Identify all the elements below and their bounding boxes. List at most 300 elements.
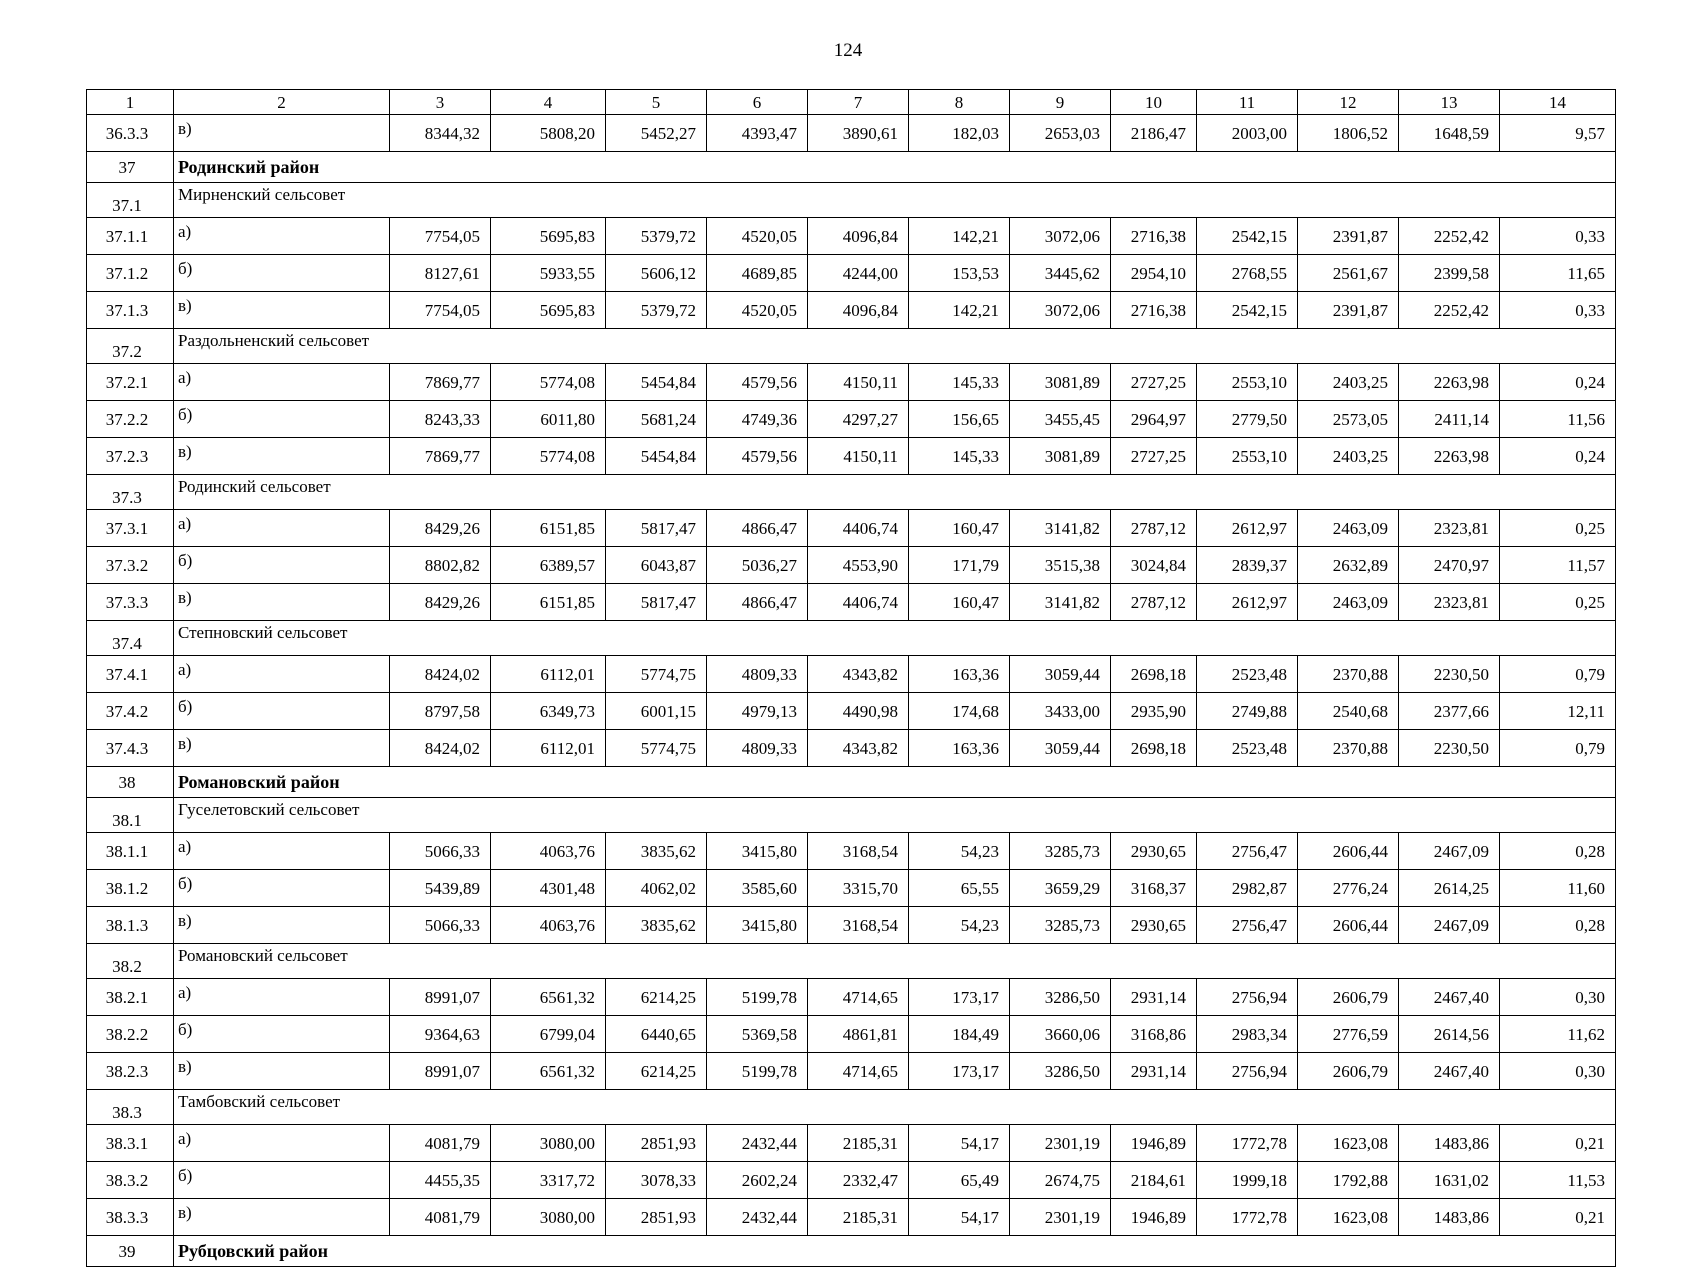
value-cell: 163,36 (909, 730, 1010, 767)
value-cell: 182,03 (909, 115, 1010, 152)
value-cell: 2768,55 (1197, 255, 1298, 292)
value-cell: 2756,94 (1197, 1053, 1298, 1090)
variant-cell: в) (174, 584, 390, 621)
value-cell: 3059,44 (1010, 730, 1111, 767)
value-cell: 2749,88 (1197, 693, 1298, 730)
value-cell: 2263,98 (1399, 438, 1500, 475)
value-cell: 4150,11 (808, 364, 909, 401)
value-cell: 2561,67 (1298, 255, 1399, 292)
value-cell: 8991,07 (390, 979, 491, 1016)
value-cell: 0,25 (1500, 510, 1616, 547)
value-cell: 1623,08 (1298, 1125, 1399, 1162)
table-row (87, 833, 1616, 870)
value-cell: 5379,72 (606, 218, 707, 255)
row-number-cell: 37.2.3 (87, 438, 174, 475)
value-cell: 2614,25 (1399, 870, 1500, 907)
table-row (87, 292, 1616, 329)
value-cell: 3168,54 (808, 833, 909, 870)
value-cell: 6440,65 (606, 1016, 707, 1053)
value-cell: 2432,44 (707, 1199, 808, 1236)
value-cell: 1792,88 (1298, 1162, 1399, 1199)
value-cell: 1806,52 (1298, 115, 1399, 152)
value-cell: 3455,45 (1010, 401, 1111, 438)
value-cell: 4689,85 (707, 255, 808, 292)
section-number-cell: 38 (87, 767, 174, 798)
column-number-cell: 13 (1399, 90, 1500, 115)
value-cell: 2553,10 (1197, 438, 1298, 475)
value-cell: 2263,98 (1399, 364, 1500, 401)
table-row (87, 401, 1616, 438)
value-cell: 2931,14 (1111, 1053, 1197, 1090)
value-cell: 1999,18 (1197, 1162, 1298, 1199)
value-cell: 4714,65 (808, 979, 909, 1016)
value-cell: 2391,87 (1298, 292, 1399, 329)
value-cell: 3141,82 (1010, 584, 1111, 621)
value-cell: 1483,86 (1399, 1125, 1500, 1162)
value-cell: 2230,50 (1399, 730, 1500, 767)
value-cell: 3835,62 (606, 907, 707, 944)
value-cell: 2523,48 (1197, 656, 1298, 693)
value-cell: 2463,09 (1298, 584, 1399, 621)
value-cell: 2756,94 (1197, 979, 1298, 1016)
table-row (87, 907, 1616, 944)
column-number-cell: 4 (491, 90, 606, 115)
value-cell: 142,21 (909, 292, 1010, 329)
row-number-cell: 37.1.1 (87, 218, 174, 255)
value-cell: 0,28 (1500, 833, 1616, 870)
value-cell: 2185,31 (808, 1199, 909, 1236)
row-number-cell: 38.3.3 (87, 1199, 174, 1236)
value-cell: 5066,33 (390, 907, 491, 944)
row-number-cell: 37.2.1 (87, 364, 174, 401)
value-cell: 3285,73 (1010, 833, 1111, 870)
value-cell: 6561,32 (491, 1053, 606, 1090)
value-cell: 4081,79 (390, 1125, 491, 1162)
value-cell: 8127,61 (390, 255, 491, 292)
value-cell: 156,65 (909, 401, 1010, 438)
value-cell: 3080,00 (491, 1199, 606, 1236)
value-cell: 4150,11 (808, 438, 909, 475)
value-cell: 2698,18 (1111, 730, 1197, 767)
row-number-cell: 37.1.3 (87, 292, 174, 329)
district-title-cell: Рубцовский район (174, 1236, 1616, 1267)
row-number-cell: 36.3.3 (87, 115, 174, 152)
value-cell: 0,79 (1500, 656, 1616, 693)
value-cell: 5695,83 (491, 292, 606, 329)
value-cell: 6112,01 (491, 730, 606, 767)
value-cell: 5199,78 (707, 979, 808, 1016)
value-cell: 4866,47 (707, 584, 808, 621)
variant-cell: а) (174, 833, 390, 870)
section-number-cell: 38.3 (87, 1090, 174, 1125)
row-number-cell: 37.4.2 (87, 693, 174, 730)
row-number-cell: 37.4.1 (87, 656, 174, 693)
value-cell: 3168,37 (1111, 870, 1197, 907)
council-title-cell: Гуселетовский сельсовет (174, 798, 1616, 833)
value-cell: 4714,65 (808, 1053, 909, 1090)
value-cell: 2756,47 (1197, 907, 1298, 944)
district-row (87, 767, 1616, 798)
value-cell: 4749,36 (707, 401, 808, 438)
value-cell: 4096,84 (808, 218, 909, 255)
column-number-cell: 3 (390, 90, 491, 115)
value-cell: 2323,81 (1399, 584, 1500, 621)
value-cell: 7869,77 (390, 364, 491, 401)
value-cell: 3515,38 (1010, 547, 1111, 584)
value-cell: 3081,89 (1010, 438, 1111, 475)
value-cell: 2370,88 (1298, 730, 1399, 767)
value-cell: 54,23 (909, 907, 1010, 944)
value-cell: 3415,80 (707, 907, 808, 944)
value-cell: 1648,59 (1399, 115, 1500, 152)
value-cell: 5454,84 (606, 364, 707, 401)
value-cell: 2463,09 (1298, 510, 1399, 547)
council-title-cell: Раздольненский сельсовет (174, 329, 1616, 364)
table-row (87, 547, 1616, 584)
value-cell: 11,65 (1500, 255, 1616, 292)
variant-cell: в) (174, 292, 390, 329)
table-header-row (87, 90, 1616, 115)
value-cell: 2779,50 (1197, 401, 1298, 438)
value-cell: 2716,38 (1111, 292, 1197, 329)
variant-cell: б) (174, 547, 390, 584)
value-cell: 6214,25 (606, 1053, 707, 1090)
value-cell: 2964,97 (1111, 401, 1197, 438)
value-cell: 145,33 (909, 364, 1010, 401)
value-cell: 4297,27 (808, 401, 909, 438)
page-number: 124 (833, 40, 863, 61)
row-number-cell: 38.2.1 (87, 979, 174, 1016)
value-cell: 11,62 (1500, 1016, 1616, 1053)
column-number-cell: 12 (1298, 90, 1399, 115)
value-cell: 65,49 (909, 1162, 1010, 1199)
variant-cell: а) (174, 218, 390, 255)
value-cell: 3080,00 (491, 1125, 606, 1162)
value-cell: 3445,62 (1010, 255, 1111, 292)
district-row (87, 152, 1616, 183)
value-cell: 3890,61 (808, 115, 909, 152)
section-number-cell: 37 (87, 152, 174, 183)
variant-cell: б) (174, 401, 390, 438)
value-cell: 2756,47 (1197, 833, 1298, 870)
value-cell: 2931,14 (1111, 979, 1197, 1016)
value-cell: 2851,93 (606, 1125, 707, 1162)
value-cell: 2523,48 (1197, 730, 1298, 767)
value-cell: 12,11 (1500, 693, 1616, 730)
value-cell: 5808,20 (491, 115, 606, 152)
value-cell: 1772,78 (1197, 1125, 1298, 1162)
section-number-cell: 37.4 (87, 621, 174, 656)
table-row (87, 510, 1616, 547)
table-row (87, 115, 1616, 152)
column-number-cell: 8 (909, 90, 1010, 115)
table-row (87, 1199, 1616, 1236)
value-cell: 2540,68 (1298, 693, 1399, 730)
value-cell: 1946,89 (1111, 1199, 1197, 1236)
value-cell: 3286,50 (1010, 979, 1111, 1016)
value-cell: 2606,44 (1298, 907, 1399, 944)
row-number-cell: 38.3.2 (87, 1162, 174, 1199)
value-cell: 2930,65 (1111, 833, 1197, 870)
table-row (87, 364, 1616, 401)
value-cell: 173,17 (909, 1053, 1010, 1090)
value-cell: 4406,74 (808, 584, 909, 621)
column-number-cell: 6 (707, 90, 808, 115)
value-cell: 2411,14 (1399, 401, 1500, 438)
district-title-cell: Романовский район (174, 767, 1616, 798)
value-cell: 0,33 (1500, 218, 1616, 255)
value-cell: 7754,05 (390, 292, 491, 329)
value-cell: 6389,57 (491, 547, 606, 584)
value-cell: 6112,01 (491, 656, 606, 693)
value-cell: 2467,40 (1399, 979, 1500, 1016)
value-cell: 4062,02 (606, 870, 707, 907)
value-cell: 6561,32 (491, 979, 606, 1016)
row-number-cell: 37.4.3 (87, 730, 174, 767)
variant-cell: в) (174, 1053, 390, 1090)
value-cell: 2776,24 (1298, 870, 1399, 907)
value-cell: 6151,85 (491, 584, 606, 621)
value-cell: 153,53 (909, 255, 1010, 292)
value-cell: 3285,73 (1010, 907, 1111, 944)
value-cell: 3081,89 (1010, 364, 1111, 401)
value-cell: 3024,84 (1111, 547, 1197, 584)
value-cell: 11,56 (1500, 401, 1616, 438)
value-cell: 2614,56 (1399, 1016, 1500, 1053)
council-row (87, 329, 1616, 364)
value-cell: 3317,72 (491, 1162, 606, 1199)
value-cell: 4866,47 (707, 510, 808, 547)
value-cell: 3286,50 (1010, 1053, 1111, 1090)
council-row (87, 183, 1616, 218)
value-cell: 145,33 (909, 438, 1010, 475)
variant-cell: в) (174, 1199, 390, 1236)
value-cell: 11,60 (1500, 870, 1616, 907)
value-cell: 6349,73 (491, 693, 606, 730)
value-cell: 2185,31 (808, 1125, 909, 1162)
value-cell: 5454,84 (606, 438, 707, 475)
value-cell: 171,79 (909, 547, 1010, 584)
value-cell: 2930,65 (1111, 907, 1197, 944)
value-cell: 4301,48 (491, 870, 606, 907)
row-number-cell: 37.3.1 (87, 510, 174, 547)
value-cell: 11,57 (1500, 547, 1616, 584)
value-cell: 0,30 (1500, 979, 1616, 1016)
value-cell: 3141,82 (1010, 510, 1111, 547)
value-cell: 2612,97 (1197, 510, 1298, 547)
value-cell: 0,21 (1500, 1199, 1616, 1236)
value-cell: 5199,78 (707, 1053, 808, 1090)
value-cell: 5439,89 (390, 870, 491, 907)
value-cell: 8424,02 (390, 730, 491, 767)
value-cell: 2470,97 (1399, 547, 1500, 584)
table-row (87, 1016, 1616, 1053)
value-cell: 5452,27 (606, 115, 707, 152)
value-cell: 65,55 (909, 870, 1010, 907)
column-number-cell: 9 (1010, 90, 1111, 115)
table-row (87, 656, 1616, 693)
value-cell: 2776,59 (1298, 1016, 1399, 1053)
value-cell: 2542,15 (1197, 292, 1298, 329)
variant-cell: б) (174, 693, 390, 730)
variant-cell: в) (174, 115, 390, 152)
row-number-cell: 38.2.2 (87, 1016, 174, 1053)
row-number-cell: 38.1.2 (87, 870, 174, 907)
value-cell: 2377,66 (1399, 693, 1500, 730)
value-cell: 5379,72 (606, 292, 707, 329)
table-row (87, 255, 1616, 292)
value-cell: 5774,08 (491, 438, 606, 475)
value-cell: 5774,75 (606, 730, 707, 767)
table-row (87, 1162, 1616, 1199)
value-cell: 2003,00 (1197, 115, 1298, 152)
table-row (87, 870, 1616, 907)
row-number-cell: 38.3.1 (87, 1125, 174, 1162)
section-number-cell: 37.3 (87, 475, 174, 510)
value-cell: 1946,89 (1111, 1125, 1197, 1162)
council-title-cell: Тамбовский сельсовет (174, 1090, 1616, 1125)
value-cell: 5817,47 (606, 510, 707, 547)
value-cell: 9,57 (1500, 115, 1616, 152)
value-cell: 4343,82 (808, 730, 909, 767)
value-cell: 2851,93 (606, 1199, 707, 1236)
value-cell: 6799,04 (491, 1016, 606, 1053)
value-cell: 5817,47 (606, 584, 707, 621)
value-cell: 7869,77 (390, 438, 491, 475)
value-cell: 9364,63 (390, 1016, 491, 1053)
value-cell: 8424,02 (390, 656, 491, 693)
value-cell: 3835,62 (606, 833, 707, 870)
value-cell: 2606,44 (1298, 833, 1399, 870)
value-cell: 3168,86 (1111, 1016, 1197, 1053)
value-cell: 54,17 (909, 1199, 1010, 1236)
value-cell: 0,24 (1500, 364, 1616, 401)
section-number-cell: 38.2 (87, 944, 174, 979)
value-cell: 6011,80 (491, 401, 606, 438)
row-number-cell: 38.1.3 (87, 907, 174, 944)
table-row (87, 1125, 1616, 1162)
value-cell: 3168,54 (808, 907, 909, 944)
value-cell: 173,17 (909, 979, 1010, 1016)
section-number-cell: 39 (87, 1236, 174, 1267)
district-row (87, 1236, 1616, 1267)
value-cell: 4579,56 (707, 364, 808, 401)
variant-cell: а) (174, 1125, 390, 1162)
value-cell: 2935,90 (1111, 693, 1197, 730)
value-cell: 6001,15 (606, 693, 707, 730)
value-cell: 2632,89 (1298, 547, 1399, 584)
value-cell: 2370,88 (1298, 656, 1399, 693)
value-cell: 2839,37 (1197, 547, 1298, 584)
value-cell: 0,24 (1500, 438, 1616, 475)
value-cell: 2606,79 (1298, 1053, 1399, 1090)
value-cell: 3059,44 (1010, 656, 1111, 693)
variant-cell: в) (174, 438, 390, 475)
table-row (87, 730, 1616, 767)
column-number-cell: 7 (808, 90, 909, 115)
row-number-cell: 37.3.3 (87, 584, 174, 621)
column-number-cell: 1 (87, 90, 174, 115)
value-cell: 2403,25 (1298, 364, 1399, 401)
value-cell: 2542,15 (1197, 218, 1298, 255)
value-cell: 2573,05 (1298, 401, 1399, 438)
council-row (87, 475, 1616, 510)
table-row (87, 438, 1616, 475)
value-cell: 3660,06 (1010, 1016, 1111, 1053)
value-cell: 5606,12 (606, 255, 707, 292)
value-cell: 2301,19 (1010, 1125, 1111, 1162)
table-row (87, 218, 1616, 255)
table-row (87, 584, 1616, 621)
value-cell: 160,47 (909, 584, 1010, 621)
variant-cell: б) (174, 1162, 390, 1199)
value-cell: 8802,82 (390, 547, 491, 584)
variant-cell: в) (174, 730, 390, 767)
value-cell: 3072,06 (1010, 218, 1111, 255)
column-number-cell: 5 (606, 90, 707, 115)
value-cell: 6214,25 (606, 979, 707, 1016)
value-cell: 4063,76 (491, 833, 606, 870)
value-cell: 2403,25 (1298, 438, 1399, 475)
value-cell: 2432,44 (707, 1125, 808, 1162)
value-cell: 3078,33 (606, 1162, 707, 1199)
table-row (87, 979, 1616, 1016)
value-cell: 4520,05 (707, 292, 808, 329)
value-cell: 2252,42 (1399, 218, 1500, 255)
variant-cell: в) (174, 907, 390, 944)
variant-cell: а) (174, 364, 390, 401)
value-cell: 8429,26 (390, 584, 491, 621)
value-cell: 2391,87 (1298, 218, 1399, 255)
value-cell: 184,49 (909, 1016, 1010, 1053)
row-number-cell: 38.1.1 (87, 833, 174, 870)
value-cell: 8797,58 (390, 693, 491, 730)
row-number-cell: 38.2.3 (87, 1053, 174, 1090)
value-cell: 8243,33 (390, 401, 491, 438)
value-cell: 4809,33 (707, 730, 808, 767)
variant-cell: б) (174, 255, 390, 292)
value-cell: 8344,32 (390, 115, 491, 152)
council-title-cell: Мирненский сельсовет (174, 183, 1616, 218)
value-cell: 0,28 (1500, 907, 1616, 944)
variant-cell: а) (174, 656, 390, 693)
section-number-cell: 37.2 (87, 329, 174, 364)
council-title-cell: Степновский сельсовет (174, 621, 1616, 656)
table-row (87, 693, 1616, 730)
value-cell: 2467,09 (1399, 907, 1500, 944)
value-cell: 4393,47 (707, 115, 808, 152)
value-cell: 3659,29 (1010, 870, 1111, 907)
value-cell: 2954,10 (1111, 255, 1197, 292)
value-cell: 2612,97 (1197, 584, 1298, 621)
value-cell: 4520,05 (707, 218, 808, 255)
value-cell: 2602,24 (707, 1162, 808, 1199)
value-cell: 7754,05 (390, 218, 491, 255)
value-cell: 0,30 (1500, 1053, 1616, 1090)
value-cell: 2653,03 (1010, 115, 1111, 152)
column-number-cell: 14 (1500, 90, 1616, 115)
value-cell: 2230,50 (1399, 656, 1500, 693)
value-cell: 4979,13 (707, 693, 808, 730)
value-cell: 4063,76 (491, 907, 606, 944)
value-cell: 1623,08 (1298, 1199, 1399, 1236)
value-cell: 2252,42 (1399, 292, 1500, 329)
section-number-cell: 37.1 (87, 183, 174, 218)
row-number-cell: 37.2.2 (87, 401, 174, 438)
value-cell: 1772,78 (1197, 1199, 1298, 1236)
value-cell: 4096,84 (808, 292, 909, 329)
value-cell: 3072,06 (1010, 292, 1111, 329)
